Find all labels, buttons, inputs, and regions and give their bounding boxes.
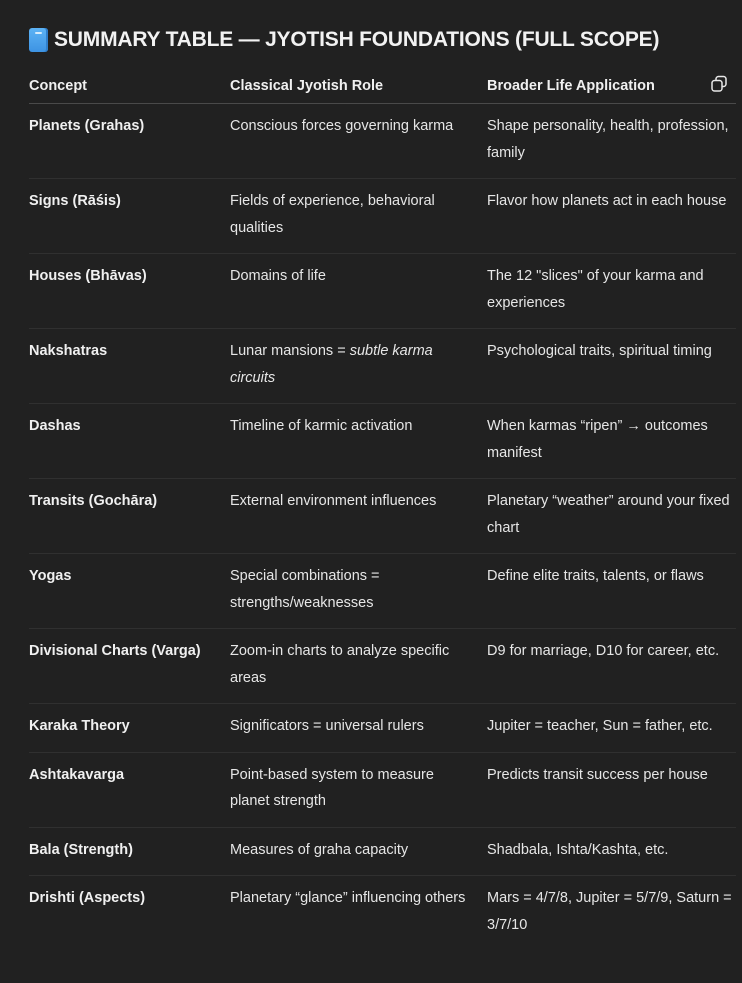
cell-role: Fields of experience, behavioral qualities (230, 179, 487, 254)
cell-concept: Nakshatras (29, 329, 230, 404)
cell-application: Define elite traits, talents, or flaws (487, 554, 736, 629)
cell-role: Conscious forces governing karma (230, 104, 487, 179)
cell-concept: Houses (Bhāvas) (29, 254, 230, 329)
table-row (29, 704, 736, 753)
cell-role: Special combinations = strengths/weaknesses (230, 554, 487, 629)
cell-concept: Signs (Rāśis) (29, 179, 230, 254)
table-row (29, 876, 736, 951)
blue-book-icon (29, 28, 48, 52)
column-header-application (487, 70, 736, 104)
table-body (29, 104, 736, 951)
cell-application: Jupiter = teacher, Sun = father, etc. (487, 704, 736, 753)
cell-role: Point-based system to measure planet strength (230, 752, 487, 827)
table-row (29, 404, 736, 479)
cell-role: Measures of graha capacity (230, 827, 487, 876)
table-row (29, 104, 736, 179)
cell-application: Flavor how planets act in each house (487, 179, 736, 254)
cell-concept: Ashtakavarga (29, 752, 230, 827)
copy-icon[interactable] (710, 75, 728, 93)
cell-role: Planetary “glance” influencing others (230, 890, 466, 906)
cell-concept: Planets (Grahas) (29, 104, 230, 179)
cell-concept: Drishti (Aspects) (29, 890, 146, 906)
cell-application: Predicts transit success per house (487, 752, 736, 827)
heading-title: SUMMARY TABLE — JYOTISH FOUNDATIONS (FULL SCOPE) (54, 28, 660, 51)
cell-concept: Yogas (29, 554, 230, 629)
table-row (29, 554, 736, 629)
cell-concept: Transits (Gochāra) (29, 479, 230, 554)
table-row (29, 329, 736, 404)
cell-role: Timeline of karmic activation (230, 404, 487, 479)
cell-application: Shadbala, Ishta/Kashta, etc. (487, 827, 736, 876)
column-header-application-label: Broader Life Application (487, 78, 655, 94)
cell-application: Planetary “weather” around your fixed chart (487, 479, 736, 554)
cell-role-text: Lunar mansions = (230, 343, 350, 359)
column-header-concept: Concept (29, 70, 230, 104)
cell-application: Psychological traits, spiritual timing (487, 329, 736, 404)
cell-role: Zoom-in charts to analyze specific areas (230, 629, 487, 704)
table-row (29, 254, 736, 329)
section-heading (29, 28, 659, 52)
cell-application: When karmas “ripen” → outcomes manifest (487, 404, 736, 479)
cell-role-emphasis: subtle karma circuits (230, 343, 433, 386)
table-row (29, 752, 736, 827)
table-row (29, 827, 736, 876)
cell-concept: Bala (Strength) (29, 827, 230, 876)
cell-role: External environment influences (230, 479, 487, 554)
table-row (29, 179, 736, 254)
summary-table-container (29, 70, 736, 950)
table-row (29, 479, 736, 554)
cell-concept: Divisional Charts (Varga) (29, 629, 230, 704)
table-row (29, 629, 736, 704)
cell-concept: Dashas (29, 404, 230, 479)
table-header-row (29, 70, 736, 104)
column-header-role: Classical Jyotish Role (230, 70, 487, 104)
cell-application: The 12 "slices" of your karma and experiences (487, 254, 736, 329)
cell-application: D9 for marriage, D10 for career, etc. (487, 629, 736, 704)
cell-application: Shape personality, health, profession, family (487, 104, 736, 179)
cell-role: Domains of life (230, 254, 487, 329)
cell-role (230, 329, 487, 404)
cell-application: Mars = 4/7/8, Jupiter = 5/7/9, Saturn = 3/7/10 (487, 890, 732, 933)
summary-table (29, 70, 736, 950)
cell-concept: Karaka Theory (29, 704, 230, 753)
cell-role: Significators = universal rulers (230, 704, 487, 753)
